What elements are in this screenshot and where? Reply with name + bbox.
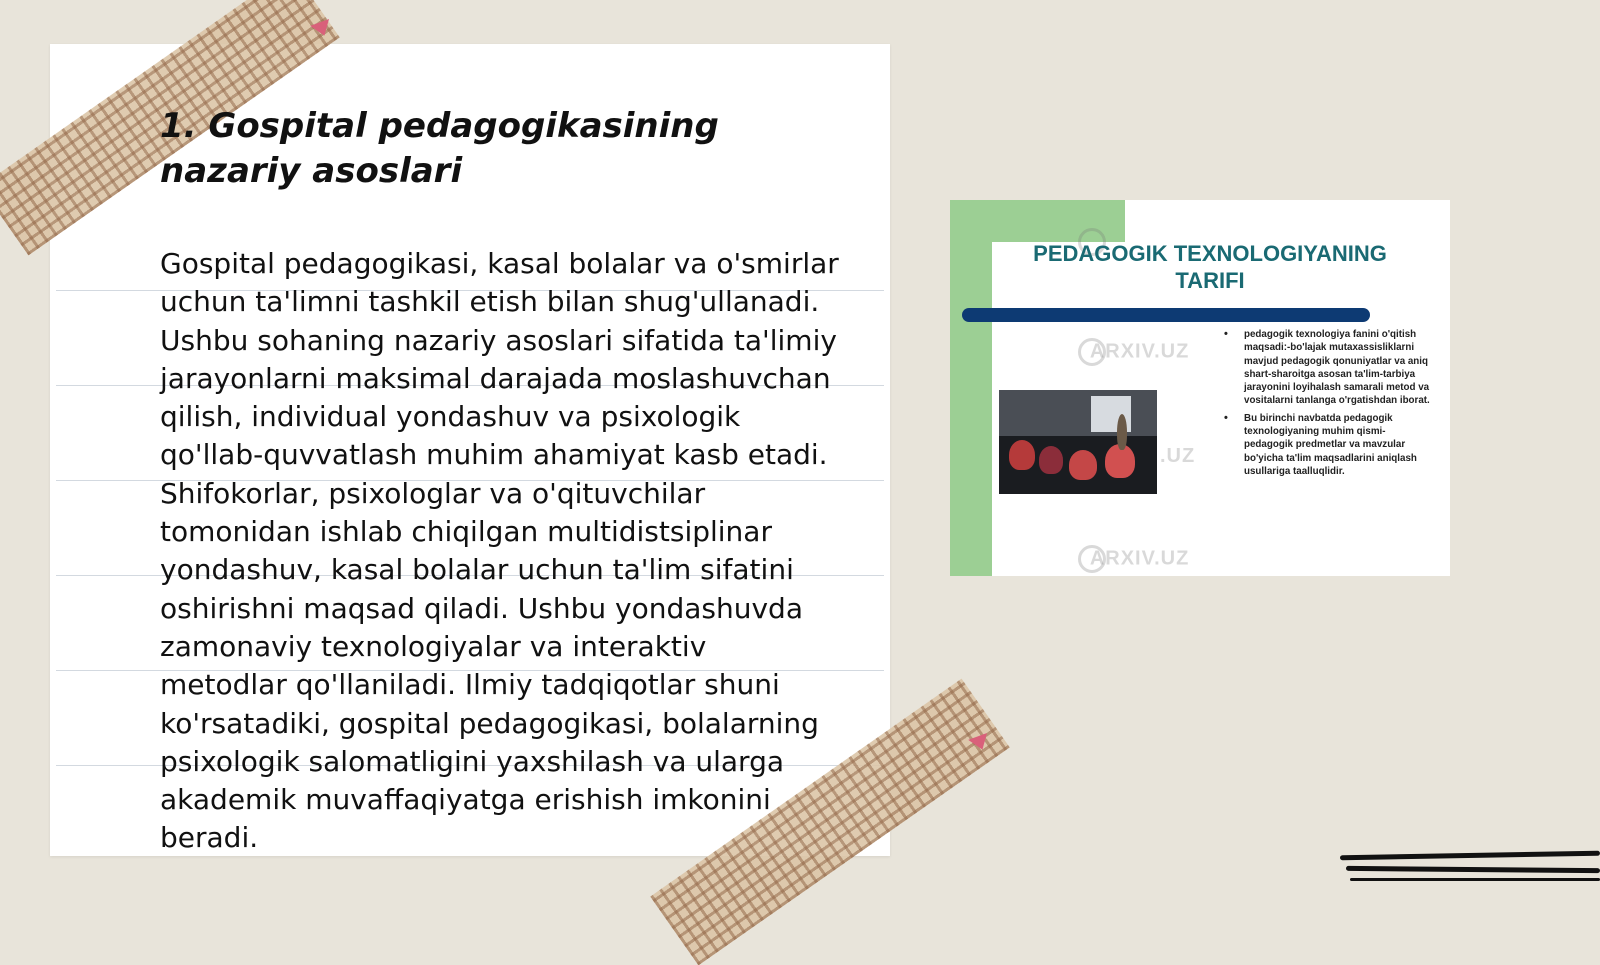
slide-accent-left bbox=[950, 200, 992, 576]
photo-person bbox=[1069, 450, 1097, 480]
slide-bullet-list bbox=[1234, 328, 1434, 482]
watermark bbox=[1078, 338, 1189, 366]
slide-title-bar bbox=[962, 308, 1370, 322]
decorative-lines bbox=[1340, 845, 1600, 885]
photo-presenter bbox=[1117, 414, 1127, 450]
slide-title: PEDAGOGIK TEXNOLOGIYANING TARIFI bbox=[1033, 241, 1387, 293]
classroom-photo bbox=[999, 390, 1157, 494]
watermark-text: ARXIV.UZ bbox=[1089, 340, 1190, 363]
photo-wall bbox=[999, 390, 1157, 436]
slide-bullet: • pedagogik texnologiya fanini o'qitish maqsadi:-bo'lajak mutaxassisliklarni mavjud pedagogik qonuniyatlar va aniq shart-sharoitga asosan ta'lim-tarbiya jarayonini loyihalash samarali metod va vositalarni tanlanga o'rgatishdan iborat. bbox=[1234, 328, 1434, 408]
decorative-line bbox=[1346, 866, 1600, 873]
decorative-line bbox=[1340, 851, 1600, 861]
photo-person bbox=[1009, 440, 1035, 470]
watermark bbox=[1160, 445, 1195, 468]
photo-person bbox=[1039, 446, 1063, 474]
slide-thumbnail bbox=[950, 200, 1450, 576]
slide-bullet: • Bu birinchi navbatda pedagogik texnologiyaning muhim qismi-pedagogik predmetlar va mavzular bo'yicha ta'lim maqsadlarini aniqlash usullariga taalluqlidir. bbox=[1234, 412, 1434, 478]
watermark-text-partial: .UZ bbox=[1160, 445, 1196, 467]
body-paragraph: Gospital pedagogikasi, kasal bolalar va o'smirlar uchun ta'limni tashkil etish bilan shug'ullanadi. Ushbu sohaning nazariy asoslari sifatida ta'limiy jarayonlarni maksimal darajada moslashuvchan qilish, individual yondashuv va psixologik qo'llab-quvvatlash muhim ahamiyat kasb etadi. Shifokorlar, psixologlar va o'qituvchilar tomonidan ishlab chiqilgan multidistsiplinar yondashuv, kasal bolalar uchun ta'lim sifatini oshirishni maqsad qiladi. Ushbu yondashuvda zamonaviy texnologiyalar va interaktiv metodlar qo'llaniladi. Ilmiy tadqiqotlar shuni ko'rsatadiki, gospital pedagogikasi, bolalarning psixologik salomatligini yaxshilash va ularga akademik muvaffaqiyatga erishish imkonini beradi. bbox=[160, 247, 839, 855]
watermark-text: ARXIV.UZ bbox=[1089, 547, 1190, 570]
page-title: 1. Gospital pedagogikasining nazariy asoslari bbox=[160, 106, 719, 191]
watermark bbox=[1078, 545, 1189, 573]
decorative-line bbox=[1350, 878, 1600, 881]
